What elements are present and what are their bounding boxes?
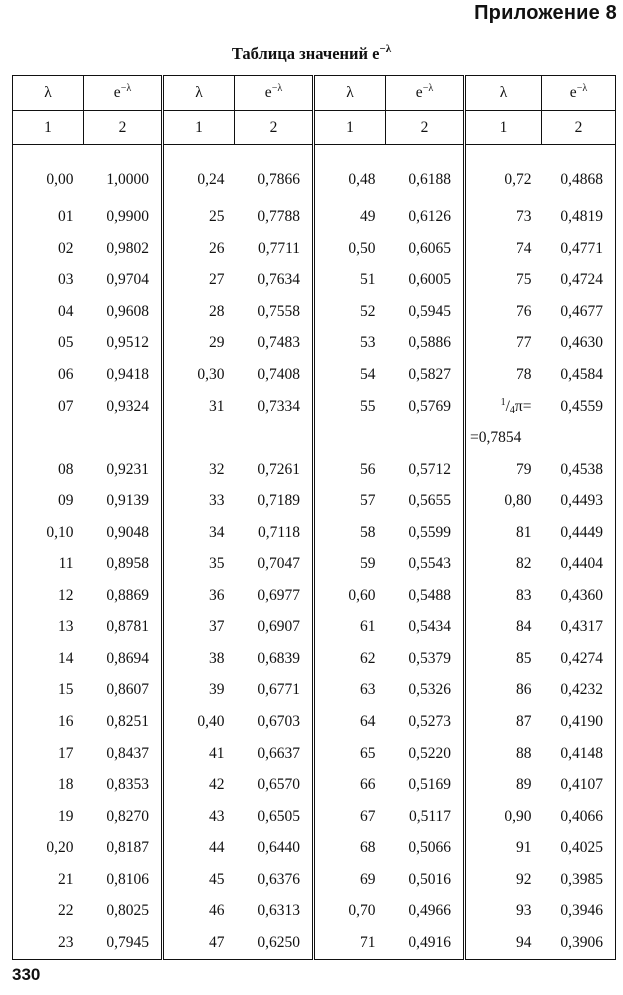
exp-value-cell: 0,4868 [542,145,616,202]
lambda-cell: 44 [163,832,235,864]
lambda-cell: 57 [314,485,386,517]
lambda-cell: 0,10 [13,517,84,549]
exp-value-cell: 0,4630 [542,328,616,360]
exp-value-cell: 0,6839 [257,649,300,667]
lambda-cell: 69 [314,864,386,896]
exp-value-cell: 0,6188 [408,171,451,189]
lambda-cell: 46 [163,895,235,927]
lambda-cell: 73 [465,201,542,233]
exp-value-cell: 0,4771 [542,233,616,265]
lambda-cell: 38 [163,643,235,675]
exp-value-cell: 0,4966 [408,902,451,920]
exp-value-cell: 0,9324 [106,397,149,415]
lambda-cell: 14 [13,643,84,675]
exp-value-cell: 0,5220 [408,744,451,762]
lambda-cell: 51 [314,265,386,297]
lambda-cell: 0,40 [163,706,235,738]
exp-value-cell: 0,6313 [257,902,300,920]
header-exp-base: e [264,84,272,101]
lambda-cell: 05 [13,328,84,360]
exp-value-cell: 0,5827 [408,365,451,383]
exp-value-cell: 0,9139 [106,492,149,510]
exp-value-cell: 0,3906 [542,927,616,959]
exp-value-cell: 0,7334 [257,397,300,415]
exp-value-cell: 0,7558 [257,302,300,320]
pi-fraction-denominator: 4 [509,404,515,416]
header-lambda: λ [13,76,84,111]
header-exp-exponent: −λ [422,83,434,94]
exp-value-cell: 0,4107 [542,769,616,801]
lambda-cell: 06 [13,359,84,391]
table-row [13,328,616,360]
exp-value-cell: 0,6570 [257,776,300,794]
exp-value-cell: 0,5543 [408,555,451,573]
exp-value-cell: 0,8270 [106,807,149,825]
header-col-number-2: 2 [542,111,616,145]
exp-value-cell: 0,7261 [257,460,300,478]
lambda-cell: 64 [314,706,386,738]
header-exp [84,76,163,111]
exp-value-cell: 0,7118 [257,523,300,541]
exp-value-cell: 0,9512 [106,334,149,352]
exp-value-cell: 0,6505 [257,807,300,825]
table-title-text: Таблица значений e [231,44,380,63]
lambda-cell [314,422,386,454]
exp-value-cell: 0,7483 [257,334,300,352]
header-exp [386,76,465,111]
exp-value-cell: 0,7866 [257,171,300,189]
header-col-number-1: 1 [13,111,84,145]
pi-fraction-slash: / [505,397,510,415]
exp-value-cell: 0,5488 [408,586,451,604]
table-row [13,145,616,202]
header-col-number-2: 2 [84,111,163,145]
appendix-heading: Приложение 8 [474,2,617,24]
exp-value-cell: 0,4232 [542,675,616,707]
lambda-cell: 77 [465,328,542,360]
table-title-exponent: −λ [379,43,392,55]
exp-value-cell: 0,7047 [257,555,300,573]
exp-value-cell: 0,8607 [106,681,149,699]
lambda-cell: 0,00 [13,145,84,202]
exp-value-cell: 0,4819 [542,201,616,233]
exp-value-cell: 0,9231 [106,460,149,478]
table-row [13,895,616,927]
exp-value-cell: 0,4677 [542,296,616,328]
lambda-cell: 0,48 [314,145,386,202]
exp-value-cell: 0,3946 [542,895,616,927]
exp-value-cell: 0,8106 [106,870,149,888]
lambda-cell: 34 [163,517,235,549]
lambda-cell: 29 [163,328,235,360]
lambda-cell: 53 [314,328,386,360]
lambda-cell: 83 [465,580,542,612]
lambda-cell: 41 [163,738,235,770]
lambda-cell: 79 [465,454,542,486]
lambda-cell: 54 [314,359,386,391]
exp-value-cell: 0,8694 [106,649,149,667]
table-row [13,832,616,864]
table-row [13,864,616,896]
table-row [13,927,616,959]
exp-value-cell: 0,4404 [542,548,616,580]
lambda-cell: 76 [465,296,542,328]
exp-value-cell: 0,7189 [257,492,300,510]
lambda-cell: 43 [163,801,235,833]
exp-value-cell: 0,5169 [408,776,451,794]
lambda-cell: 75 [465,265,542,297]
lambda-cell: 67 [314,801,386,833]
lambda-cell: 01 [13,201,84,233]
exp-value-cell: 0,6440 [257,839,300,857]
lambda-cell: 84 [465,612,542,644]
lambda-cell: 0,20 [13,832,84,864]
exp-value-cell: 0,8781 [106,618,149,636]
lambda-cell: 09 [13,485,84,517]
lambda-cell: 65 [314,738,386,770]
exp-value-cell: 0,5016 [408,870,451,888]
exp-value-cell: 0,4493 [542,485,616,517]
exp-value-cell: 0,4584 [542,359,616,391]
exp-value-cell: 0,4724 [542,265,616,297]
pi-quarter-value-cell: =0,7854 [465,422,542,454]
exp-value-cell: 0,4538 [542,454,616,486]
exp-value-cell: 0,6703 [257,712,300,730]
lambda-cell: 82 [465,548,542,580]
exp-value-cell: 0,5886 [408,334,451,352]
header-row-symbols [13,76,616,111]
lambda-cell: 0,60 [314,580,386,612]
lambda-cell: 32 [163,454,235,486]
lambda-cell: 37 [163,612,235,644]
exp-value-cell: 0,4025 [542,832,616,864]
lambda-cell: 15 [13,675,84,707]
exp-value-cell: 0,9802 [106,239,149,257]
table-row [13,801,616,833]
lambda-cell: 56 [314,454,386,486]
lambda-cell: 91 [465,832,542,864]
exp-value-cell: 0,6250 [235,927,314,959]
lambda-cell: 47 [163,927,235,959]
exp-value-cell: 0,5117 [408,807,451,825]
table-row [13,296,616,328]
lambda-cell: 61 [314,612,386,644]
exp-value-cell: 0,4274 [542,643,616,675]
exp-value-cell: 0,9418 [106,365,149,383]
exp-value-cell: 0,5769 [408,397,451,415]
header-exp-exponent: −λ [576,83,588,94]
table-row [13,548,616,580]
lambda-cell: 31 [163,391,235,423]
exp-value-cell: 0,5712 [408,460,451,478]
table-row [13,769,616,801]
exp-value-cell: 0,5945 [408,302,451,320]
table-row [13,485,616,517]
exp-value-cell: 0,7634 [257,271,300,289]
exp-value-cell: 0,4317 [542,612,616,644]
lambda-cell: 0,80 [465,485,542,517]
lambda-cell: 26 [163,233,235,265]
header-col-number-1: 1 [163,111,235,145]
lambda-cell: 62 [314,643,386,675]
exp-value-cell: 0,8251 [106,712,149,730]
exp-value-cell: 0,8025 [106,902,149,920]
header-exp [235,76,314,111]
exp-value-cell [542,422,616,454]
table-row [13,233,616,265]
header-col-number-1: 1 [314,111,386,145]
header-exp-exponent: −λ [120,83,132,94]
table-row [13,454,616,486]
exp-value-cell: 0,8187 [106,839,149,857]
lambda-cell: 42 [163,769,235,801]
exp-value-cell: 0,6376 [257,870,300,888]
lambda-cell: 93 [465,895,542,927]
lambda-cell: 0,50 [314,233,386,265]
exp-value-cell: 0,9048 [106,523,149,541]
exp-value-cell: 0,6771 [257,681,300,699]
exp-value-cell: 0,5434 [408,618,451,636]
header-exp-base: e [569,84,577,101]
lambda-cell: 0,70 [314,895,386,927]
header-lambda: λ [314,76,386,111]
header-row-numbers [13,111,616,145]
lambda-cell: 63 [314,675,386,707]
exp-value-cell: 0,5655 [408,492,451,510]
lambda-cell: 22 [13,895,84,927]
exp-value-cell: 0,4190 [542,706,616,738]
lambda-cell: 28 [163,296,235,328]
exp-value-cell: 0,5066 [408,839,451,857]
lambda-cell: 86 [465,675,542,707]
exp-value-cell: 0,4148 [542,738,616,770]
lambda-cell: 49 [314,201,386,233]
pi-symbol: π= [514,397,532,415]
table-row [13,675,616,707]
lambda-cell: 03 [13,265,84,297]
exp-value-cell: 0,5379 [408,649,451,667]
table-row [13,359,616,391]
exp-value-cell: 0,9608 [106,302,149,320]
lambda-cell: 81 [465,517,542,549]
lambda-cell: 59 [314,548,386,580]
exp-value-cell: 0,4916 [386,927,465,959]
table-row [13,612,616,644]
lambda-cell: 07 [13,391,84,423]
table-row [13,391,616,423]
lambda-cell: 0,30 [163,359,235,391]
exp-value-cell: 0,8958 [106,555,149,573]
exp-value-cell: 0,8869 [106,586,149,604]
table-row [13,201,616,233]
table-row [13,580,616,612]
exp-value-cell: 0,6126 [408,208,451,226]
lambda-cell: 25 [163,201,235,233]
pi-fraction-numerator: 1 [500,396,506,408]
header-lambda: λ [163,76,235,111]
lambda-cell: 16 [13,706,84,738]
lambda-cell: 17 [13,738,84,770]
lambda-cell: 71 [314,927,386,959]
header-lambda: λ [465,76,542,111]
exp-value-cell [235,422,314,454]
lambda-cell: 88 [465,738,542,770]
table-row [13,265,616,297]
table-title [0,44,623,64]
header-exp-base: e [113,84,121,101]
header-col-number-2: 2 [386,111,465,145]
exp-value-cell: 0,8437 [106,744,149,762]
lambda-cell [13,422,84,454]
table-row [13,422,616,454]
exp-value-cell: 0,6907 [257,618,300,636]
lambda-cell: 87 [465,706,542,738]
exp-value-cell: 0,6977 [257,586,300,604]
pi-quarter-lambda-cell [465,391,542,423]
exp-value-cell: 0,4449 [542,517,616,549]
lambda-cell: 36 [163,580,235,612]
lambda-cell: 13 [13,612,84,644]
lambda-cell: 27 [163,265,235,297]
page-number: 330 [12,965,41,984]
exp-value-cell: 0,5599 [408,523,451,541]
header-exp [542,76,616,111]
lambda-cell: 08 [13,454,84,486]
lambda-cell: 12 [13,580,84,612]
lambda-cell: 0,90 [465,801,542,833]
exp-value-cell: 0,7788 [257,208,300,226]
exp-value-cell: 0,5326 [408,681,451,699]
exp-value-cell: 0,7711 [257,239,300,257]
exp-value-cell: 0,7408 [257,365,300,383]
exp-value-cell: 0,4559 [542,391,616,423]
table-row [13,517,616,549]
lambda-cell: 74 [465,233,542,265]
exp-value-cell: 0,9704 [106,271,149,289]
exp-value-cell: 1,0000 [106,171,149,189]
lambda-cell: 19 [13,801,84,833]
exp-value-cell [386,422,465,454]
exp-value-cell: 0,8353 [106,776,149,794]
exp-value-cell: 0,9900 [106,208,149,226]
lambda-cell: 33 [163,485,235,517]
exp-value-cell: 0,7945 [84,927,163,959]
table-row [13,706,616,738]
table-row [13,738,616,770]
exp-value-cell: 0,6005 [408,271,451,289]
lambda-cell: 23 [13,927,84,959]
lambda-cell: 35 [163,548,235,580]
exp-value-cell: 0,6065 [408,239,451,257]
lambda-cell: 66 [314,769,386,801]
lambda-cell: 68 [314,832,386,864]
lambda-cell: 52 [314,296,386,328]
exp-value-cell: 0,6637 [257,744,300,762]
lambda-cell: 94 [465,927,542,959]
exp-value-cell: 0,4066 [542,801,616,833]
lambda-cell: 58 [314,517,386,549]
header-col-number-1: 1 [465,111,542,145]
exp-value-cell: 0,4360 [542,580,616,612]
lambda-cell: 04 [13,296,84,328]
lambda-cell: 21 [13,864,84,896]
header-exp-exponent: −λ [271,83,283,94]
lambda-cell: 92 [465,864,542,896]
lambda-cell: 45 [163,864,235,896]
lambda-cell: 85 [465,643,542,675]
lambda-cell [163,422,235,454]
values-table-wrapper [12,75,615,960]
exp-value-cell [84,422,163,454]
exp-values-table [12,75,616,960]
lambda-cell: 18 [13,769,84,801]
lambda-cell: 0,24 [163,145,235,202]
header-col-number-2: 2 [235,111,314,145]
lambda-cell: 11 [13,548,84,580]
lambda-cell: 02 [13,233,84,265]
exp-value-cell: 0,5273 [408,712,451,730]
table-body [13,76,616,960]
table-row [13,643,616,675]
header-exp-base: e [415,84,423,101]
lambda-cell: 0,72 [465,145,542,202]
lambda-cell: 78 [465,359,542,391]
lambda-cell: 39 [163,675,235,707]
lambda-cell: 89 [465,769,542,801]
exp-value-cell: 0,3985 [542,864,616,896]
lambda-cell: 55 [314,391,386,423]
